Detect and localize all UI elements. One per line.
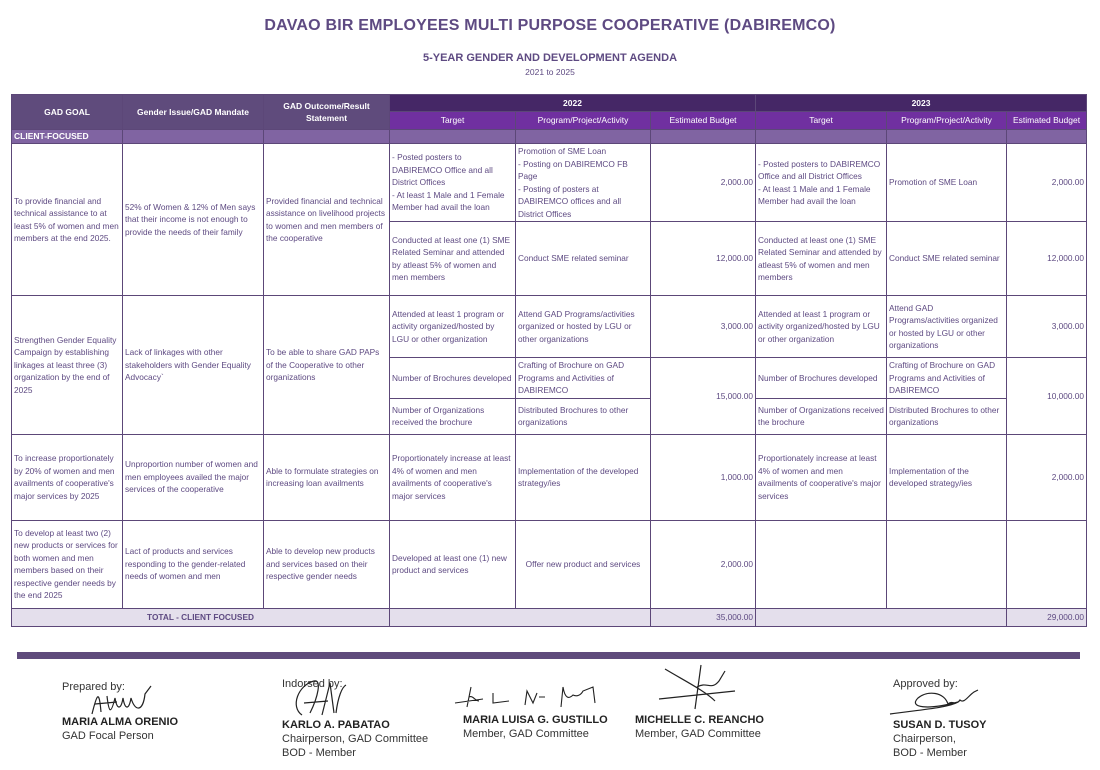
target-2022-cell: - Posted posters to DABIREMCO Office and all District Offices - At least 1 Male and 1 Female Member had avail the loan xyxy=(390,144,516,222)
budget-2023-cell: 10,000.00 xyxy=(1007,358,1087,435)
target-2022-cell: Proportionately increase at least 4% of women and men availments of cooperative's major services xyxy=(390,434,516,520)
signatory-prepared xyxy=(62,680,262,743)
signature-icon xyxy=(453,683,603,709)
gender-issue-cell: Unproportion number of women and men employees availed the major services of the cooperative xyxy=(123,434,264,520)
ppa-2022-cell: Offer new product and services xyxy=(516,520,651,608)
signatory-name: KARLO A. PABATAO xyxy=(282,719,390,731)
header-ppa-2022: Program/Project/Activity xyxy=(516,112,651,130)
target-2023-cell xyxy=(756,520,887,608)
gad-agenda-table xyxy=(11,94,1087,627)
budget-2023-cell xyxy=(1007,520,1087,608)
target-2022-cell: Conducted at least one (1) SME Related Seminar and attended by atleast 5% of women and men members xyxy=(390,222,516,296)
outcome-cell: Able to formulate strategies on increasing loan availments xyxy=(264,434,390,520)
gender-issue-cell: 52% of Women & 12% of Men says that their income is not enough to provide the needs of their family xyxy=(123,144,264,296)
budget-2023-cell: 12,000.00 xyxy=(1007,222,1087,296)
ppa-2023-cell: Promotion of SME Loan xyxy=(887,144,1007,222)
signature-icon xyxy=(288,677,358,719)
signatory-role: Chairperson, GAD Committee xyxy=(282,733,429,745)
ppa-2022-cell: Implementation of the developed strategy/ies xyxy=(516,434,651,520)
target-2023-cell: Conducted at least one (1) SME Related Seminar and attended by atleast 5% of women and men members xyxy=(756,222,887,296)
document-period: 2021 to 2025 xyxy=(525,67,575,77)
gad-goal-cell: Strengthen Gender Equality Campaign by establishing linkages at least three (3) organization by the end of 2025 xyxy=(12,296,123,435)
total-label: TOTAL - CLIENT FOCUSED xyxy=(12,608,390,626)
target-2023-cell: Number of Organizations received the brochure xyxy=(756,398,887,434)
outcome-cell: Provided financial and technical assistance on livelihood projects to women and men members of the cooperative xyxy=(264,144,390,296)
target-2023-cell: Attended at least 1 program or activity organized/hosted by LGU or other organization xyxy=(756,296,887,358)
header-target-2023: Target xyxy=(756,112,887,130)
signature-icon xyxy=(87,684,177,718)
signatory-role: Chairperson, xyxy=(893,733,956,745)
outcome-cell: Able to develop new products and services based on their respective gender needs xyxy=(264,520,390,608)
table-row xyxy=(12,296,1087,358)
ppa-2023-cell: Implementation of the developed strategy/ies xyxy=(887,434,1007,520)
signatory-role: BOD - Member xyxy=(893,747,967,759)
total-budget-2023: 29,000.00 xyxy=(1007,608,1087,626)
gender-issue-cell: Lack of linkages with other stakeholders with Gender Equality Advocacy` xyxy=(123,296,264,435)
signatory-label: Approved by: xyxy=(893,678,958,690)
budget-2022-cell: 2,000.00 xyxy=(651,144,756,222)
budget-2022-cell: 12,000.00 xyxy=(651,222,756,296)
target-2023-cell: - Posted posters to DABIREMCO Office and all District Offices - At least 1 Male and 1 Female Member had avail the loan xyxy=(756,144,887,222)
ppa-2022-cell: Distributed Brochures to other organizations xyxy=(516,398,651,434)
header-year-2022: 2022 xyxy=(390,95,756,112)
total-row xyxy=(12,608,1087,626)
header-gad-goal: GAD GOAL xyxy=(12,95,123,130)
signatory-member-2 xyxy=(635,689,805,741)
signatory-name: MARIA ALMA ORENIO xyxy=(62,716,179,728)
signatory-label: Indorsed by: xyxy=(282,678,343,690)
signature-icon xyxy=(655,661,745,711)
signatory-role: GAD Focal Person xyxy=(62,730,154,742)
ppa-2023-cell: Attend GAD Programs/activities organized or hosted by LGU or other organizations xyxy=(887,296,1007,358)
ppa-2023-cell: Crafting of Brochure on GAD Programs and Activities of DABIREMCO xyxy=(887,358,1007,399)
signatory-name: MARIA LUISA G. GUSTILLO xyxy=(463,714,608,726)
header-year-2023: 2023 xyxy=(756,95,1087,112)
signatory-member-1 xyxy=(463,691,633,741)
table-row xyxy=(12,520,1087,608)
gender-issue-cell: Lact of products and services responding to the gender-related needs of women and men xyxy=(123,520,264,608)
signatory-name: SUSAN D. TUSOY xyxy=(893,719,987,731)
ppa-2022-cell: Attend GAD Programs/activities organized or hosted by LGU or other organizations xyxy=(516,296,651,358)
budget-2022-cell: 3,000.00 xyxy=(651,296,756,358)
ppa-2022-cell: Promotion of SME Loan - Posting on DABIREMCO FB Page - Posting of posters at DABIREMCO offices and all District Offices xyxy=(516,144,651,222)
table-row xyxy=(12,144,1087,222)
gad-goal-cell: To provide financial and technical assistance to at least 5% of women and men members at the end 2025. xyxy=(12,144,123,296)
target-2022-cell: Number of Brochures developed xyxy=(390,358,516,399)
signatory-role: BOD - Member xyxy=(282,747,356,759)
signature-icon xyxy=(888,686,983,716)
header-budget-2022: Estimated Budget xyxy=(651,112,756,130)
budget-2022-cell: 15,000.00 xyxy=(651,358,756,435)
document-title: DAVAO BIR EMPLOYEES MULTI PURPOSE COOPERATIVE (DABIREMCO) xyxy=(264,17,836,34)
ppa-2023-cell xyxy=(887,520,1007,608)
ppa-2023-cell: Conduct SME related seminar xyxy=(887,222,1007,296)
budget-2022-cell: 1,000.00 xyxy=(651,434,756,520)
signatory-role: Member, GAD Committee xyxy=(635,728,761,740)
gad-goal-cell: To increase proportionately by 20% of women and men availments of cooperative's major services by 2025 xyxy=(12,434,123,520)
section-client-focused: CLIENT-FOCUSED xyxy=(12,130,123,144)
header-gender-issue: Gender Issue/GAD Mandate xyxy=(123,95,264,130)
gad-goal-cell: To develop at least two (2) new products or services for both women and men members based on their respective gender needs by the end 2025 xyxy=(12,520,123,608)
header-budget-2023: Estimated Budget xyxy=(1007,112,1087,130)
signatory-role: Member, GAD Committee xyxy=(463,728,589,740)
budget-2022-cell: 2,000.00 xyxy=(651,520,756,608)
header-target-2022: Target xyxy=(390,112,516,130)
ppa-2022-cell: Crafting of Brochure on GAD Programs and Activities of DABIREMCO xyxy=(516,358,651,399)
document-subtitle: 5-YEAR GENDER AND DEVELOPMENT AGENDA xyxy=(422,52,678,64)
target-2023-cell: Number of Brochures developed xyxy=(756,358,887,399)
target-2022-cell: Attended at least 1 program or activity organized/hosted by LGU or other organization xyxy=(390,296,516,358)
outcome-cell: To be able to share GAD PAPs of the Cooperative to other organizations xyxy=(264,296,390,435)
signatory-approved xyxy=(893,677,1053,760)
budget-2023-cell: 3,000.00 xyxy=(1007,296,1087,358)
signatory-label: Prepared by: xyxy=(62,681,125,693)
table-row xyxy=(12,434,1087,520)
header-ppa-2023: Program/Project/Activity xyxy=(887,112,1007,130)
signatory-indorsed xyxy=(282,677,452,760)
divider-bar xyxy=(17,652,1080,659)
target-2022-cell: Number of Organizations received the brochure xyxy=(390,398,516,434)
budget-2023-cell: 2,000.00 xyxy=(1007,144,1087,222)
target-2023-cell: Proportionately increase at least 4% of women and men availments of cooperative's major services xyxy=(756,434,887,520)
ppa-2022-cell: Conduct SME related seminar xyxy=(516,222,651,296)
total-budget-2022: 35,000.00 xyxy=(651,608,756,626)
signatory-name: MICHELLE C. REANCHO xyxy=(635,714,764,726)
target-2022-cell: Developed at least one (1) new product and services xyxy=(390,520,516,608)
ppa-2023-cell: Distributed Brochures to other organizations xyxy=(887,398,1007,434)
budget-2023-cell: 2,000.00 xyxy=(1007,434,1087,520)
header-outcome: GAD Outcome/Result Statement xyxy=(264,95,390,130)
